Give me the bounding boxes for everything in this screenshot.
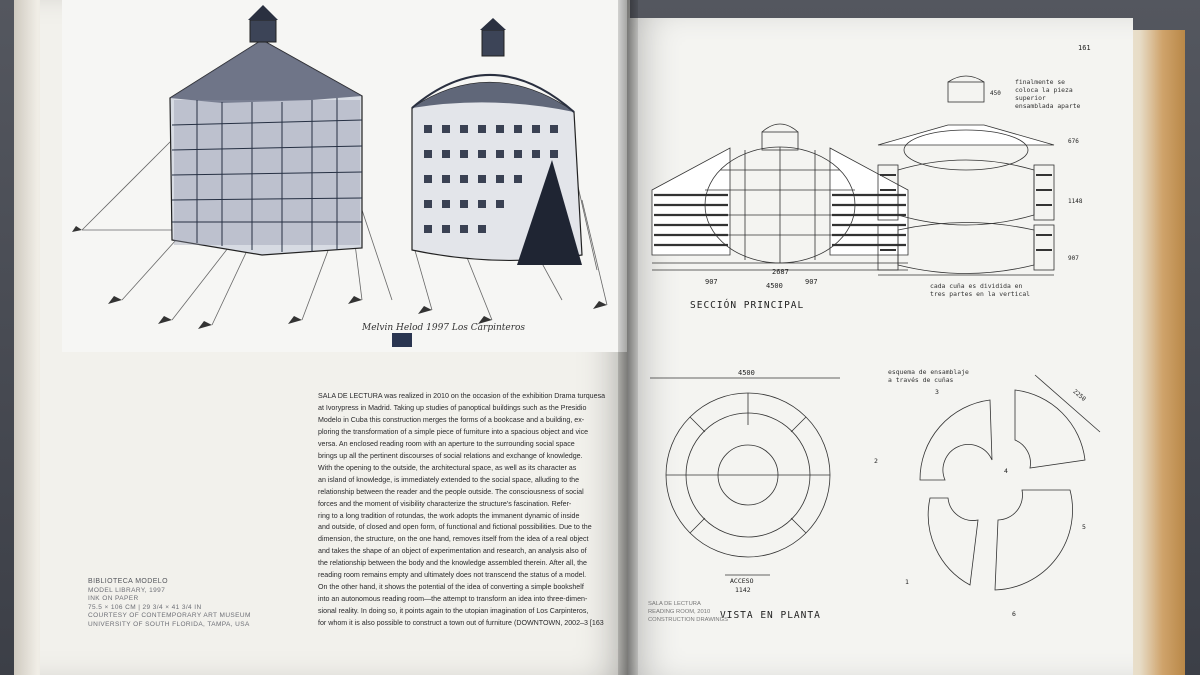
essay-line: ploring the transformation of a simple piece of furniture into a spacious object and vice [318,427,589,436]
sketch-building-left [170,5,362,255]
dim-wedge: 2250 [1071,388,1088,403]
dim-section-total: 4500 [766,282,783,290]
essay-line: forces and the moment of visibility characterize the structure's fascination. Refer- [318,499,572,508]
note-line: esquema de ensamblaje [888,368,969,376]
caption-line: COURTESY OF CONTEMPORARY ART MUSEUM [88,612,251,620]
dim-section-left: 907 [705,278,718,286]
wedge-number-2: 2 [874,457,878,465]
dim-cap-height: 450 [990,90,1001,97]
note-line: tres partes en la vertical [930,290,1031,298]
note-line: coloca la pieza [1015,86,1073,94]
caption-line: 75.5 × 106 CM | 29 3/4 × 41 3/4 IN [88,603,202,611]
essay-line: into an autonomous reading room—the attempt to transform an idea into three-dimen- [318,595,588,604]
essay-line: and takes the shape of an object of experimentation and research, an analysis also of [318,547,587,556]
essay-line: reading room remains empty and ultimately does not transcend the status of a model. [318,571,587,580]
wedge-number-4: 4 [1004,467,1008,475]
plan-view-drawing [650,378,840,575]
section-drawing [652,124,908,270]
essay-line: versa. An enclosed reading room with an aperture to the surrounding social space [318,439,575,448]
section-title: SECCIÓN PRINCIPAL [690,300,805,311]
note-wedge-split [930,282,1030,298]
page-number: 161 [1078,44,1091,52]
essay-line: and outside, of closed and open form, of functional and fictional possibilities. Due to the [318,523,592,532]
note-line: cada cuña es dividida en [930,282,1023,290]
essay-line: for whom it is also possible to construct a town out of furniture (DOWNTOWN, 2002–3 [163 [318,619,604,628]
drawing-caption-line: READING ROOM, 2010 [648,609,711,615]
essay-line: sional reality. In doing so, it points again to the utopian imagination of Los Carpinteros, [318,607,589,616]
artwork-caption [88,578,251,630]
essay-line: relationship between the reader and the people outside. The consciousness of social [318,487,584,496]
plan-title: VISTA EN PLANTA [720,610,821,621]
essay-line: SALA DE LECTURA was realized in 2010 on the occasion of the exhibition Drama turquesa [318,392,606,400]
construction-drawings [630,20,1130,670]
dim-side-c: 907 [1068,255,1079,262]
drawing-caption-line: CONSTRUCTION DRAWINGS [648,617,728,623]
note-line: finalmente se [1015,78,1066,86]
wedge-number-1: 1 [905,578,909,586]
stamp-mark [392,333,412,347]
essay-line: On the other hand, it shows the potential of the idea of converting a simple bookshelf [318,583,584,592]
essay-line: ring to a long tradition of rotundas, the work adopts the immanent dynamic of inside [318,511,580,520]
sketch-drawing [62,0,627,352]
dim-access-width: 1142 [735,586,751,594]
wedge-number-3: 3 [935,388,939,396]
sketch-building-right [412,18,582,265]
wedge-number-5: 5 [1082,523,1086,531]
dim-side-b: 1148 [1068,198,1083,205]
dim-plan-width: 4500 [738,369,755,377]
essay-line: Modelo in Cuba this construction merges the forms of a bookcase and a building, ex- [318,415,585,424]
essay-line: an island of knowledge, is immediately extended to the social space, alluding to the [318,475,580,484]
caption-title: BIBLIOTECA MODELO [88,578,168,585]
essay-line: brings up all the pertinent discourses of social relations and exchange of knowledge. [318,451,583,460]
drawing-caption-line: SALA DE LECTURA [648,601,701,607]
caption-line: INK ON PAPER [88,595,139,603]
note-line: a través de cuñas [888,376,954,384]
essay-text [318,391,626,630]
caption-line: MODEL LIBRARY, 1997 [88,586,166,594]
essay-line: at Ivorypress in Madrid. Taking up studies of panoptical buildings such as the Presidio [318,403,587,412]
note-top-piece [1015,78,1080,110]
assembly-drawing [920,375,1100,590]
dim-section-mid: 2687 [772,268,789,276]
sketch-illustration [62,0,627,352]
essay-line: With the opening to the outside, the architectural space, as well as its character as [318,463,577,472]
note-line: ensamblada aparte [1015,102,1081,110]
essay-line: the relationship between the body and the knowledge assembled therein. After all, the [318,559,587,568]
sketch-signature: Melvin Helod 1997 Los Carpinteros [362,323,526,333]
wedge-number-6: 6 [1012,610,1016,618]
technical-drawing [630,20,1130,670]
drawing-caption [648,600,728,624]
dim-side-a: 676 [1068,138,1079,145]
access-label: ACCESO [730,577,754,585]
note-line: superior [1015,94,1046,102]
dim-section-right: 907 [805,278,818,286]
caption-line: UNIVERSITY OF SOUTH FLORIDA, TAMPA, USA [88,620,250,628]
note-assembly [888,368,969,384]
essay-line: dimension, the structure, on the one hand, removes itself from the idea of a real object [318,535,589,544]
